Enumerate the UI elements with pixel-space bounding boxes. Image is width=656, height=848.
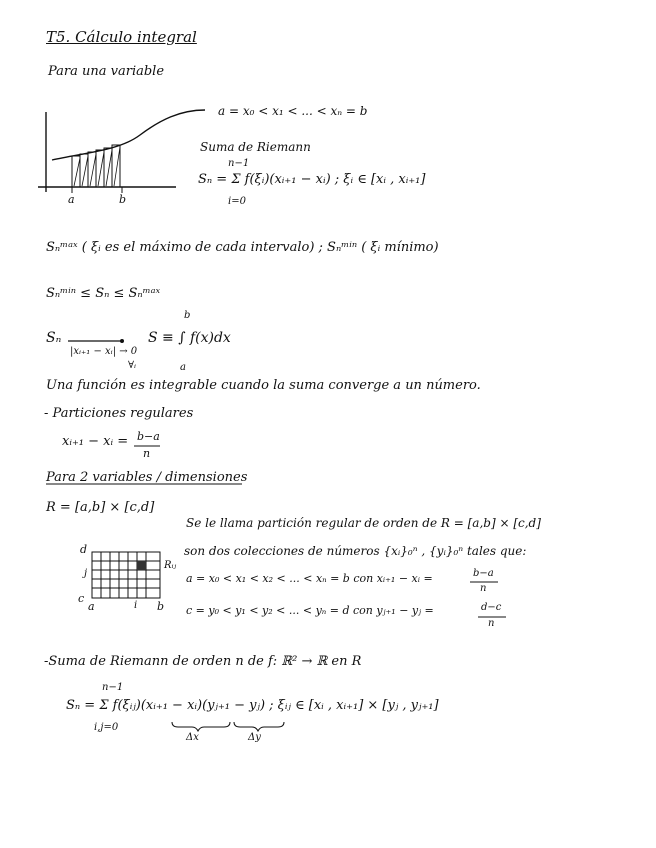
grid-cell-label: Rᵢⱼ [164,560,177,571]
definition-line-4-den: n [488,618,495,629]
riemann2-heading: -Suma de Riemann de orden n de f: ℝ² → ℝ en R [44,654,362,669]
regular-formula-den: n [143,447,151,460]
definition-line-4-num: d−c [481,602,502,613]
riemann2-formula: Sₙ = Σ f(ξᵢⱼ)(xᵢ₊₁ − xᵢ)(yⱼ₊₁ − yⱼ) ; ξᵢⱼ ∈ [xᵢ , xᵢ₊₁] × [yⱼ , yⱼ₊₁] [66,698,439,713]
grid-label-i: i [134,600,138,611]
riemann-rectangles [72,145,120,187]
definition-line-3: a = x₀ < x₁ < x₂ < ... < xₙ = b con xᵢ₊₁ − xᵢ = [186,572,433,585]
riemann2-upper: n−1 [102,682,124,693]
definition-line-2: son dos colecciones de números {xᵢ}₀ⁿ , {yᵢ}₀ⁿ tales que: [184,544,527,558]
page-title: T5. Cálculo integral [46,28,197,46]
sum-lower-limit: i=0 [228,196,246,207]
riemann-inequality: Sₙᵐⁱⁿ ≤ Sₙ ≤ Sₙᵐᵃˣ [46,286,161,301]
max-min-definition: Sₙᵐᵃˣ ( ξᵢ es el máximo de cada intervalo) ; Sₙᵐⁱⁿ ( ξᵢ mínimo) [46,240,439,255]
regular-formula-num: b−a [137,430,160,443]
riemann-sum-formula: Sₙ = Σ f(ξᵢ)(xᵢ₊₁ − xᵢ) ; ξᵢ ∈ [xᵢ , xᵢ₊₁] [198,172,426,187]
integrable-sentence: Una función es integrable cuando la suma converge a un número. [46,378,481,393]
limit-arrow-head [120,339,124,343]
grid-label-c: c [78,592,85,605]
brace-dx [172,722,230,731]
limit-left: Sₙ [46,330,62,346]
grid-label-b: b [157,600,165,613]
partition-grid [92,552,160,598]
section-one-variable: Para una variable [48,64,165,79]
function-curve [52,110,205,160]
grid-label-j: j [84,568,88,579]
limit-condition-sub: ∀ᵢ [128,360,137,371]
partition-text: a = x₀ < x₁ < ... < xₙ = b [218,104,368,118]
grid-label-a: a [88,600,95,613]
rectangle-definition: R = [a,b] × [c,d] [46,500,155,515]
definition-line-4: c = y₀ < y₁ < y₂ < ... < yₙ = d con yⱼ₊₁ − yⱼ = [186,604,434,617]
definition-line-3-den: n [480,583,487,594]
grid-label-d: d [80,543,88,556]
grid-highlight-cell [137,561,146,570]
sum-upper-limit: n−1 [228,158,250,169]
riemann2-dx: Δx [186,732,199,743]
riemann-hatching [74,147,120,186]
limit-condition: |xᵢ₊₁ − xᵢ| → 0 [70,346,138,357]
riemann2-lower: i,j=0 [94,722,119,733]
riemann-sum-label: Suma de Riemann [200,140,311,154]
riemann2-dy: Δy [248,732,261,743]
brace-dy [234,722,284,731]
regular-formula-lhs: xᵢ₊₁ − xᵢ = [62,434,129,449]
graph-label-a: a [68,193,75,206]
definition-line-3-num: b−a [473,568,494,579]
limit-right: S ≡ ∫ f(x)dx [148,330,231,346]
integral-upper: b [184,310,191,321]
regular-partitions-heading: - Particiones regulares [44,406,194,421]
definition-line-1: Se le llama partición regular de orden de R = [a,b] × [c,d] [186,516,541,530]
section-two-variables: Para 2 variables / dimensiones [46,470,248,485]
graph-label-b: b [119,193,127,206]
integral-lower: a [180,362,186,373]
